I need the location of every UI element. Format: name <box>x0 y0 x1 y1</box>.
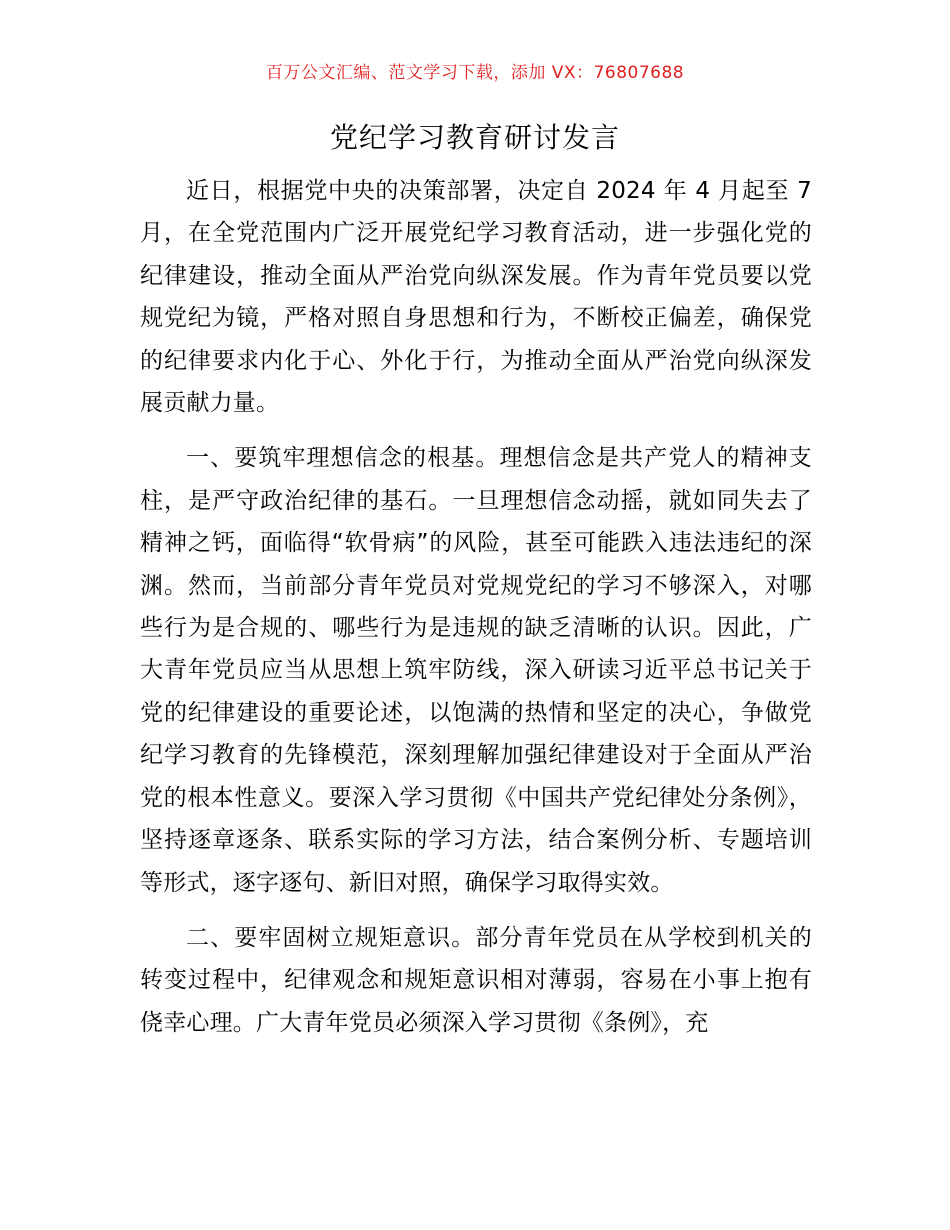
paragraph-section-1: 一、要筑牢理想信念的根基。理想信念是共产党人的精神支柱，是严守政治纪律的基石。一旦理想信念动摇，就如同失去了精神之钙，面临得“软骨病”的风险，甚至可能跌入违法违纪的深渊。然而，当前部分青年党员对党规党纪的学习不够深入，对哪些行为是合规的、哪些行为是违规的缺乏清晰的认识。因此，广大青年党员应当从思想上筑牢防线，深入研读习近平总书记关于党的纪律建设的重要论述，以饱满的热情和坚定的决心，争做党纪学习教育的先锋模范，深刻理解加强纪律建设对于全面从严治党的根本性意义。要深入学习贯彻《中国共产党纪律处分条例》，坚持逐章逐条、联系实际的学习方法，结合案例分析、专题培训等形式，逐字逐句、新旧对照，确保学习取得实效。 <box>140 445 812 896</box>
document-body <box>140 170 812 1057</box>
page-title: 党纪学习教育研讨发言 <box>329 121 620 154</box>
paragraph-intro: 近日，根据党中央的决策部署，决定自 2024 年 4 月起至 7 月，在全党范围内广泛开展党纪学习教育活动，进一步强化党的纪律建设，推动全面从严治党向纵深发展。作为青年党员要以党规党纪为镜，严格对照自身思想和行为，不断校正偏差，确保党的纪律要求内化于心、外化于行，为推动全面从严治党向纵深发展贡献力量。 <box>140 178 812 417</box>
watermark-banner: 百万公文汇编、范文学习下载，添加 VX：76807688 <box>265 63 685 83</box>
paragraph-section-2: 二、要牢固树立规矩意识。部分青年党员在从学校到机关的转变过程中，纪律观念和规矩意识相对薄弱，容易在小事上抱有侥幸心理。广大青年党员必须深入学习贯彻《条例》，充 <box>140 924 812 1036</box>
